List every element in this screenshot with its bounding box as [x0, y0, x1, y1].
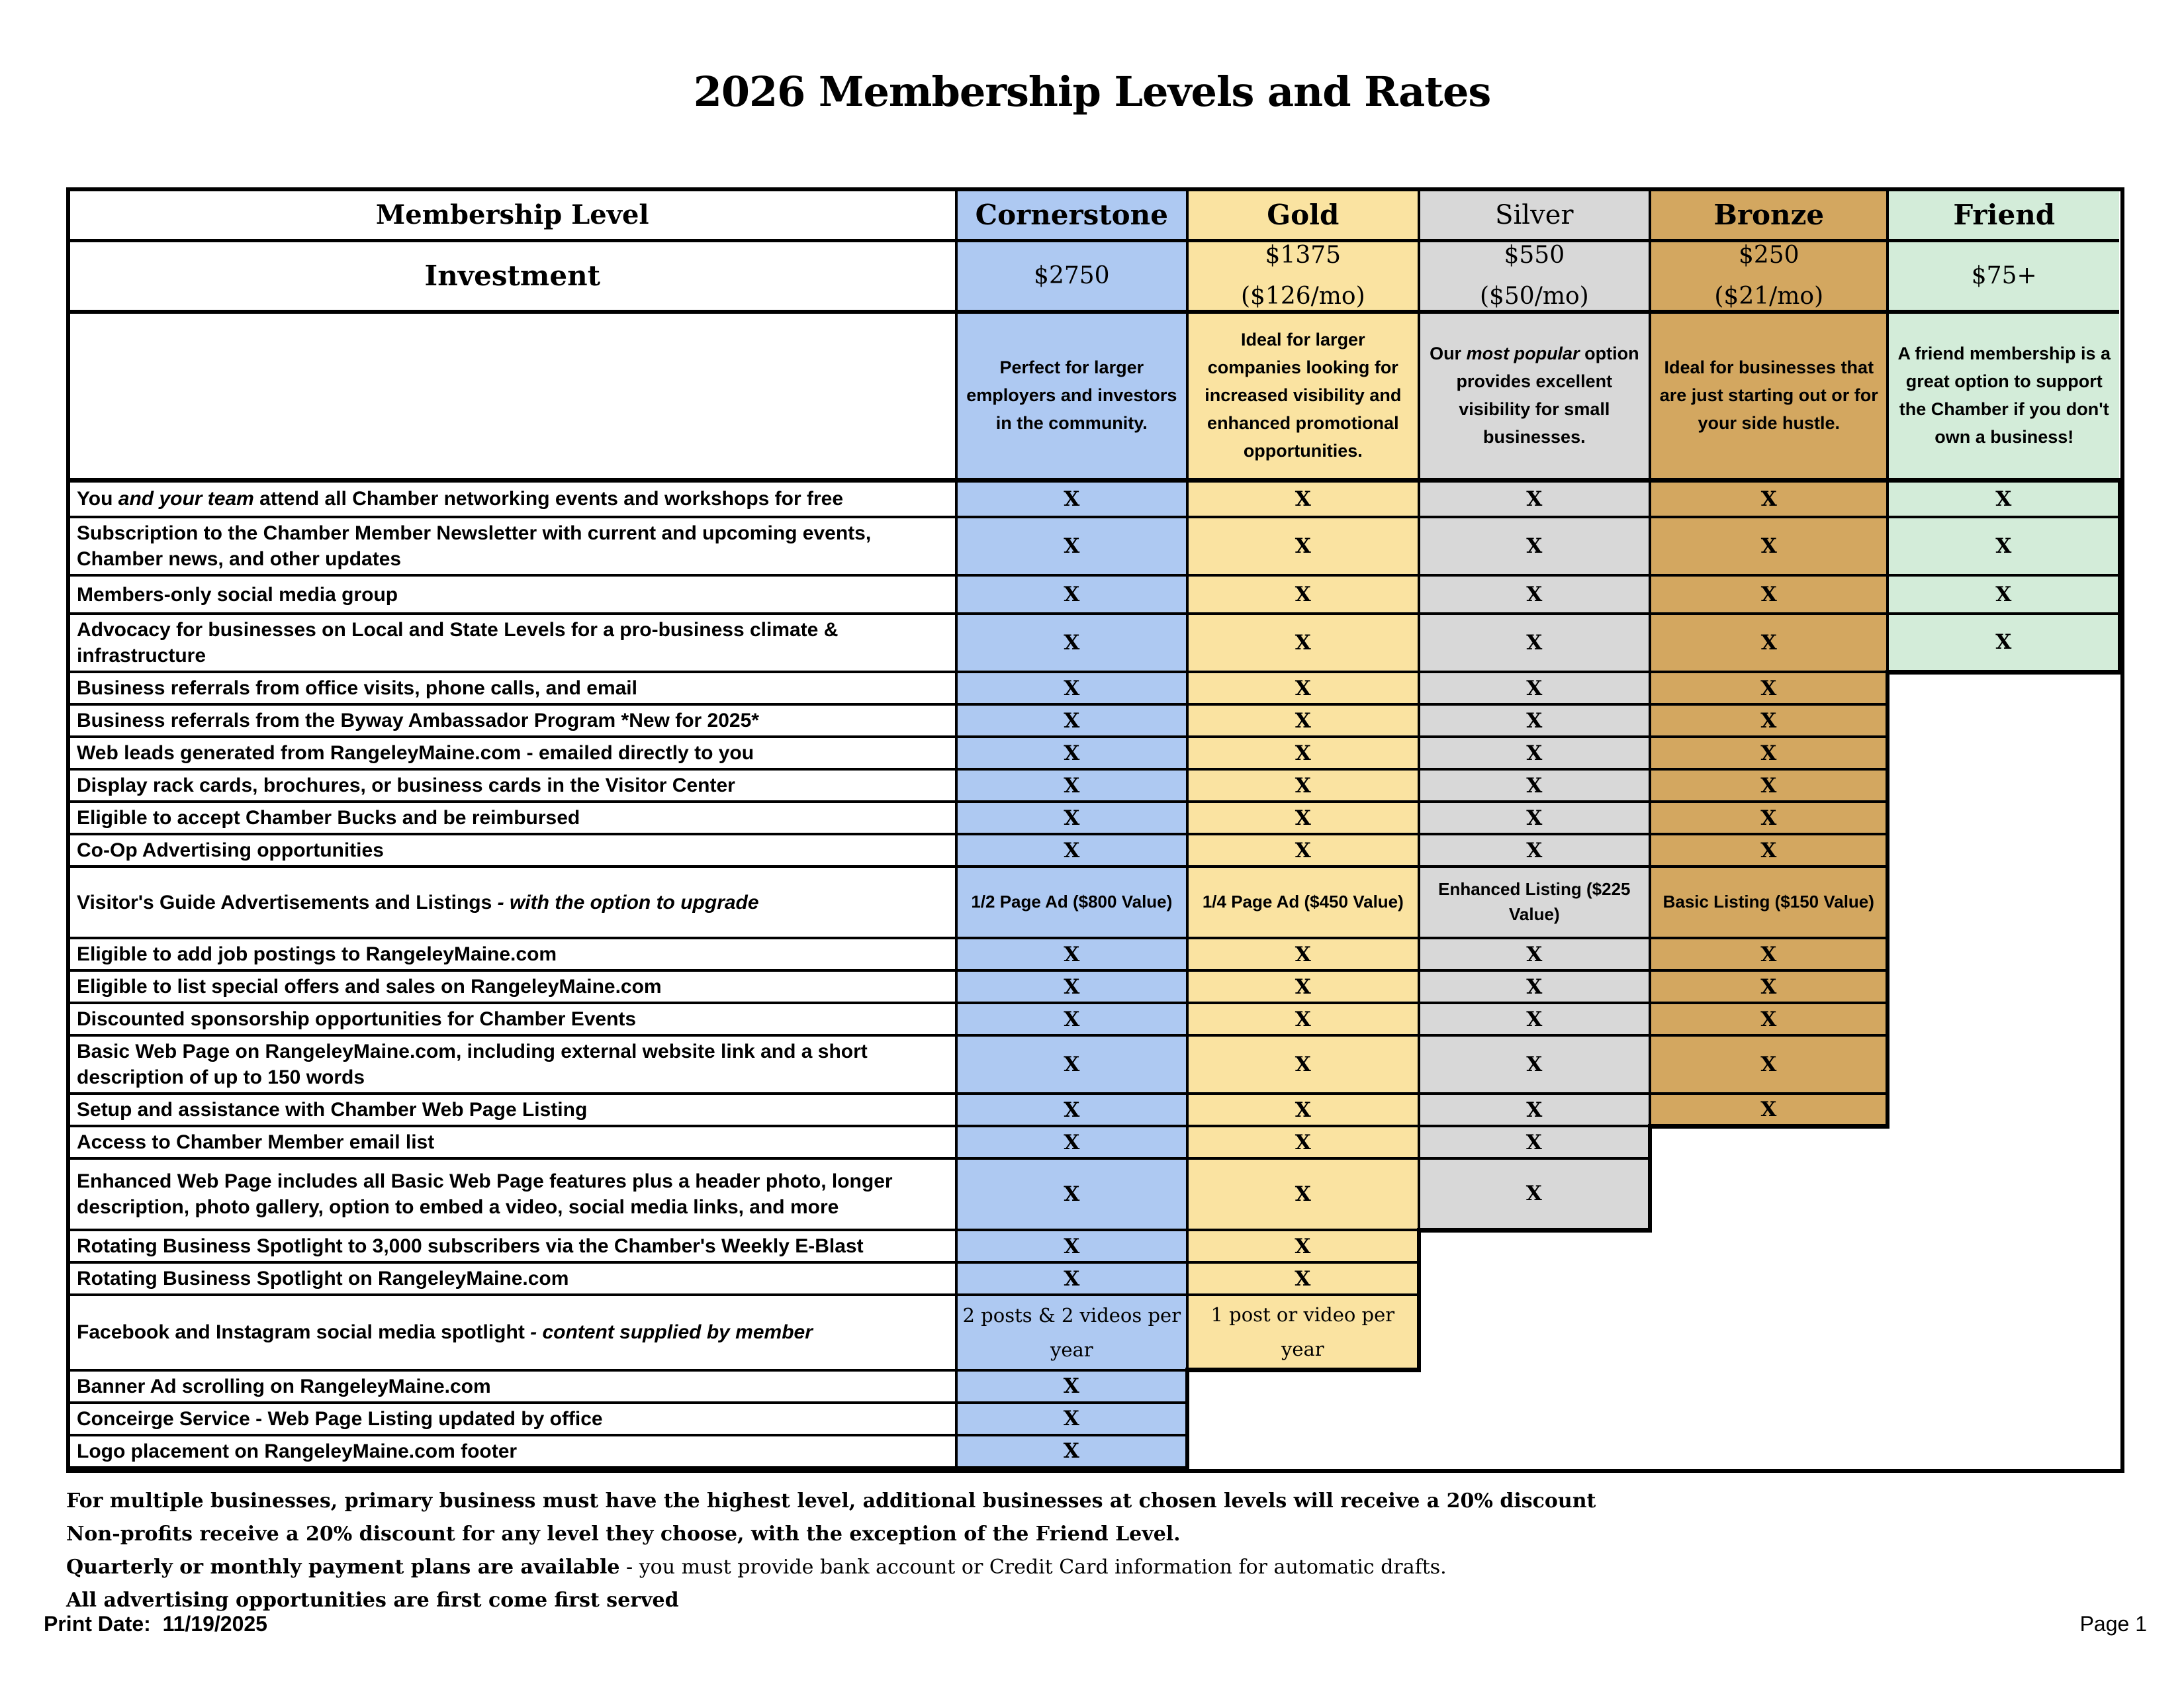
benefit-cell-bronze: X: [1650, 1003, 1888, 1035]
membership-level-header: Membership Level: [70, 191, 956, 240]
level-header-row: [70, 191, 2119, 240]
empty-cell: [1888, 1403, 2119, 1435]
benefit-cell-bronze: X: [1650, 834, 1888, 867]
col-header-bronze: [1650, 191, 1888, 240]
benefit-cell-bronze: X: [1650, 1035, 1888, 1094]
empty-cell: [1650, 1295, 1888, 1370]
benefit-cell-friend: X: [1888, 517, 2119, 575]
text-segment: most popular: [1466, 344, 1580, 364]
empty-cell: [1650, 1435, 1888, 1468]
price: $2750: [1034, 261, 1110, 289]
benefit-cell-gold: X: [1187, 517, 1419, 575]
benefit-cell-gold: X: [1187, 614, 1419, 672]
benefit-label: [70, 737, 956, 769]
benefit-cell-silver: X: [1419, 938, 1651, 970]
empty-cell: [1650, 1230, 1888, 1262]
benefit-cell-gold: X: [1187, 480, 1419, 517]
benefit-cell-gold: X: [1187, 704, 1419, 737]
benefit-cell-gold: X: [1187, 1262, 1419, 1295]
text-segment: Logo placement on RangeleyMaine.com footer: [77, 1440, 518, 1462]
benefit-cell-silver: Enhanced Listing ($225 Value): [1419, 867, 1651, 938]
benefit-cell-bronze: X: [1650, 970, 1888, 1003]
benefit-cell-gold: X: [1187, 737, 1419, 769]
benefit-cell-cornerstone: X: [956, 802, 1188, 834]
benefit-cell-silver: X: [1419, 480, 1651, 517]
empty-cell: [1419, 1435, 1651, 1468]
benefit-cell-bronze: Basic Listing ($150 Value): [1650, 867, 1888, 938]
benefit-cell-gold: 1/4 Page Ad ($450 Value): [1187, 867, 1419, 938]
benefit-cell-bronze: X: [1650, 737, 1888, 769]
benefit-cell-gold: X: [1187, 802, 1419, 834]
empty-cell: [1888, 672, 2119, 704]
col-header-gold: [1187, 191, 1419, 240]
benefit-cell-silver: X: [1419, 1158, 1651, 1230]
benefit-cell-silver: X: [1419, 1003, 1651, 1035]
table-row: [70, 672, 2119, 704]
level-description: [1422, 338, 1648, 453]
text-segment: You: [77, 488, 118, 510]
empty-cell: [1888, 802, 2119, 834]
empty-cell: [1888, 938, 2119, 970]
benefit-label: [70, 1003, 956, 1035]
table-row: [70, 614, 2119, 672]
level-name: Bronze: [1713, 199, 1825, 232]
table-row: [70, 704, 2119, 737]
table-row: [70, 517, 2119, 575]
benefit-cell-silver: X: [1419, 614, 1651, 672]
table-row: [70, 1370, 2119, 1403]
investment-row: [70, 240, 2119, 312]
empty-cell: [1888, 1003, 2119, 1035]
footnote: [66, 1490, 2124, 1512]
benefit-label: [70, 1126, 956, 1158]
price-monthly: ($50/mo): [1479, 282, 1589, 310]
benefit-cell-cornerstone: X: [956, 834, 1188, 867]
table-row: [70, 1126, 2119, 1158]
text-segment: Quarterly or monthly payment plans are available: [66, 1555, 620, 1579]
benefit-cell-cornerstone: X: [956, 769, 1188, 802]
benefit-cell-cornerstone: X: [956, 1094, 1188, 1126]
table-row: [70, 1158, 2119, 1230]
benefit-cell-bronze: X: [1650, 480, 1888, 517]
table-row: [70, 802, 2119, 834]
table-row: [70, 737, 2119, 769]
level-name: Silver: [1495, 199, 1574, 230]
price: $250: [1738, 241, 1799, 269]
benefit-cell-gold: X: [1187, 1230, 1419, 1262]
benefit-label: [70, 1403, 956, 1435]
benefit-cell-friend: X: [1888, 614, 2119, 672]
level-name: Gold: [1267, 199, 1340, 232]
empty-cell: [1187, 1435, 1419, 1468]
text-segment: Business referrals from the Byway Ambassador Program *New for 2025*: [77, 710, 759, 731]
benefit-label: [70, 867, 956, 938]
text-segment: Rotating Business Spotlight to 3,000 subscribers via the Chamber's Weekly E-Blast: [77, 1235, 864, 1257]
empty-cell: [1888, 1370, 2119, 1403]
table-row: [70, 575, 2119, 614]
empty-cell: [1888, 1126, 2119, 1158]
empty-cell: [1888, 1435, 2119, 1468]
benefit-cell-gold: X: [1187, 1126, 1419, 1158]
benefit-cell-cornerstone: X: [956, 1230, 1188, 1262]
price-silver: [1419, 240, 1651, 312]
footnote: [66, 1589, 2124, 1611]
text-segment: Display rack cards, brochures, or business cards in the Visitor Center: [77, 774, 735, 796]
footnote: [66, 1523, 2124, 1545]
benefit-cell-friend: X: [1888, 575, 2119, 614]
text-segment: attend all Chamber networking events and workshops for free: [253, 488, 844, 510]
col-header-friend: [1888, 191, 2119, 240]
empty-cell: [1419, 1403, 1651, 1435]
benefit-cell-gold: X: [1187, 1094, 1419, 1126]
text-segment: Facebook and Instagram social media spotlight: [77, 1321, 531, 1344]
benefit-cell-gold: 1 post or video per year: [1187, 1295, 1419, 1370]
empty-cell: [1888, 704, 2119, 737]
footnote: [66, 1556, 2124, 1578]
benefit-cell-cornerstone: X: [956, 1262, 1188, 1295]
text-segment: Non-profits receive a 20% discount for any level they choose, with the exception of the Friend Level.: [66, 1522, 1181, 1546]
benefit-cell-gold: X: [1187, 1003, 1419, 1035]
benefit-cell-bronze: X: [1650, 802, 1888, 834]
description-bronze: [1650, 312, 1888, 480]
empty-cell: [1888, 1035, 2119, 1094]
benefit-cell-gold: X: [1187, 1035, 1419, 1094]
empty-cell: [1650, 1262, 1888, 1295]
empty-cell: [1419, 1370, 1651, 1403]
benefit-cell-bronze: X: [1650, 1094, 1888, 1126]
description-row: [70, 312, 2119, 480]
table-row: [70, 1003, 2119, 1035]
empty-cell: [1187, 1370, 1419, 1403]
text-segment: All advertising opportunities are first come first served: [66, 1588, 679, 1612]
benefit-cell-cornerstone: X: [956, 1158, 1188, 1230]
level-description: [1653, 352, 1885, 440]
benefit-cell-gold: X: [1187, 938, 1419, 970]
level-description: [1190, 324, 1416, 467]
level-description: [959, 352, 1185, 440]
benefit-cell-cornerstone: X: [956, 938, 1188, 970]
description-spacer: [70, 312, 956, 480]
benefit-cell-cornerstone: X: [956, 1403, 1188, 1435]
benefit-label: [70, 1158, 956, 1230]
table-row: [70, 938, 2119, 970]
empty-cell: [1888, 1094, 2119, 1126]
price: $75+: [1971, 261, 2037, 289]
text-segment: Eligible to list special offers and sales on RangeleyMaine.com: [77, 976, 662, 998]
empty-cell: [1888, 1158, 2119, 1230]
text-segment: Web leads generated from RangeleyMaine.com - emailed directly to you: [77, 742, 754, 764]
empty-cell: [1650, 1403, 1888, 1435]
description-silver: [1419, 312, 1651, 480]
benefit-label: [70, 614, 956, 672]
benefit-label: [70, 672, 956, 704]
benefit-cell-silver: X: [1419, 970, 1651, 1003]
table-row: [70, 1094, 2119, 1126]
text-segment: Banner Ad scrolling on RangeleyMaine.com: [77, 1375, 491, 1397]
benefit-label: [70, 834, 956, 867]
benefit-cell-silver: X: [1419, 769, 1651, 802]
page-number: Page 1: [2079, 1612, 2147, 1636]
description-cornerstone: [956, 312, 1188, 480]
benefit-cell-cornerstone: X: [956, 672, 1188, 704]
benefit-cell-silver: X: [1419, 1035, 1651, 1094]
benefit-cell-cornerstone: X: [956, 1370, 1188, 1403]
text-segment: Visitor's Guide Advertisements and Listings: [77, 891, 498, 914]
benefit-label: [70, 802, 956, 834]
price-monthly: ($21/mo): [1714, 282, 1824, 310]
benefit-label: [70, 938, 956, 970]
text-segment: Members-only social media group: [77, 583, 398, 606]
col-header-silver: [1419, 191, 1651, 240]
benefit-cell-silver: X: [1419, 834, 1651, 867]
table-row: [70, 480, 2119, 517]
benefit-cell-silver: X: [1419, 1126, 1651, 1158]
print-date-label: Print Date:: [44, 1612, 151, 1636]
table-row: [70, 834, 2119, 867]
level-description: [1890, 338, 2118, 453]
empty-cell: [1888, 1295, 2119, 1370]
benefit-cell-cornerstone: X: [956, 970, 1188, 1003]
description-friend: [1888, 312, 2119, 480]
text-segment: Setup and assistance with Chamber Web Page Listing: [77, 1099, 588, 1121]
text-segment: - with the option to upgrade: [497, 891, 759, 914]
benefit-label: [70, 1295, 956, 1370]
table-row: [70, 1435, 2119, 1468]
table-row: [70, 1403, 2119, 1435]
benefit-cell-silver: X: [1419, 575, 1651, 614]
table-row: [70, 1230, 2119, 1262]
benefit-cell-cornerstone: X: [956, 737, 1188, 769]
investment-label: Investment: [70, 240, 956, 312]
benefit-cell-cornerstone: X: [956, 517, 1188, 575]
benefit-label: [70, 970, 956, 1003]
price-bronze: [1650, 240, 1888, 312]
benefit-cell-silver: X: [1419, 704, 1651, 737]
empty-cell: [1650, 1126, 1888, 1158]
empty-cell: [1419, 1295, 1651, 1370]
price: $1375: [1265, 241, 1342, 269]
empty-cell: [1187, 1403, 1419, 1435]
text-segment: Perfect for larger employers and investors in the community.: [966, 357, 1177, 433]
text-segment: and your team: [118, 488, 254, 510]
benefit-cell-gold: X: [1187, 672, 1419, 704]
text-segment: Ideal for businesses that are just starting out or for your side hustle.: [1659, 357, 1878, 433]
price: $550: [1504, 241, 1565, 269]
table-row: [70, 1262, 2119, 1295]
footnotes: [66, 1490, 2124, 1611]
empty-cell: [1888, 737, 2119, 769]
benefit-cell-silver: X: [1419, 672, 1651, 704]
benefit-cell-cornerstone: X: [956, 704, 1188, 737]
benefit-cell-silver: X: [1419, 737, 1651, 769]
empty-cell: [1888, 1262, 2119, 1295]
benefit-cell-cornerstone: X: [956, 480, 1188, 517]
text-segment: Subscription to the Chamber Member Newsletter with current and upcoming events, Chamber news, and other updates: [77, 522, 872, 570]
benefit-cell-cornerstone: X: [956, 1435, 1188, 1468]
text-segment: Business referrals from office visits, phone calls, and email: [77, 677, 637, 699]
table-row: [70, 769, 2119, 802]
text-segment: - content supplied by member: [530, 1321, 813, 1344]
benefit-cell-gold: X: [1187, 970, 1419, 1003]
benefit-cell-cornerstone: X: [956, 1126, 1188, 1158]
benefit-cell-bronze: X: [1650, 769, 1888, 802]
text-segment: Co-Op Advertising opportunities: [77, 839, 384, 861]
text-segment: Discounted sponsorship opportunities for Chamber Events: [77, 1008, 637, 1030]
benefit-cell-gold: X: [1187, 575, 1419, 614]
text-segment: A friend membership is a great option to support the Chamber if you don't own a business!: [1897, 344, 2111, 447]
benefit-label: [70, 769, 956, 802]
benefit-label: [70, 1370, 956, 1403]
text-segment: For multiple businesses, primary business must have the highest level, additional businesses at chosen levels will receive a 20% discount: [66, 1489, 1596, 1513]
price-cornerstone: [956, 240, 1188, 312]
benefit-cell-cornerstone: 1/2 Page Ad ($800 Value): [956, 867, 1188, 938]
benefit-cell-bronze: X: [1650, 704, 1888, 737]
text-segment: Rotating Business Spotlight on RangeleyMaine.com: [77, 1268, 569, 1289]
benefit-label: [70, 1094, 956, 1126]
text-segment: Ideal for larger companies looking for increased visibility and enhanced promotional opportunities.: [1205, 330, 1402, 461]
benefit-cell-cornerstone: X: [956, 1003, 1188, 1035]
price-monthly: ($126/mo): [1240, 282, 1365, 310]
benefit-cell-bronze: X: [1650, 517, 1888, 575]
empty-cell: [1650, 1158, 1888, 1230]
benefit-cell-silver: X: [1419, 802, 1651, 834]
empty-cell: [1419, 1262, 1651, 1295]
benefit-label: [70, 704, 956, 737]
benefit-cell-cornerstone: 2 posts & 2 videos per year: [956, 1295, 1188, 1370]
text-segment: Our: [1430, 344, 1467, 364]
benefit-cell-bronze: X: [1650, 575, 1888, 614]
membership-levels-table: [70, 191, 2120, 1469]
benefit-label: [70, 1230, 956, 1262]
benefit-label: [70, 517, 956, 575]
print-date: [44, 1612, 267, 1636]
print-date-value: 11/19/2025: [162, 1612, 267, 1636]
price-gold: [1187, 240, 1419, 312]
level-name: Cornerstone: [975, 199, 1168, 232]
text-segment: - you must provide bank account or Credit Card information for automatic drafts.: [619, 1555, 1447, 1579]
benefit-label: [70, 480, 956, 517]
text-segment: Access to Chamber Member email list: [77, 1131, 435, 1153]
benefit-cell-gold: X: [1187, 769, 1419, 802]
empty-cell: [1888, 1230, 2119, 1262]
benefit-cell-friend: X: [1888, 480, 2119, 517]
col-header-cornerstone: [956, 191, 1188, 240]
text-segment: Conceirge Service - Web Page Listing updated by office: [77, 1407, 603, 1430]
benefit-cell-bronze: X: [1650, 672, 1888, 704]
benefit-cell-cornerstone: X: [956, 575, 1188, 614]
benefit-label: [70, 1035, 956, 1094]
benefit-label: [70, 1262, 956, 1295]
level-name: Friend: [1953, 199, 2056, 232]
text-segment: Basic Web Page on RangeleyMaine.com, including external website link and a short description of up to 150 words: [77, 1041, 868, 1088]
benefit-label: [70, 575, 956, 614]
text-segment: option provides excellent visibility for small businesses.: [1456, 344, 1639, 447]
text-segment: Eligible to accept Chamber Bucks and be reimbursed: [77, 807, 580, 829]
benefit-cell-gold: X: [1187, 1158, 1419, 1230]
text-segment: Eligible to add job postings to RangeleyMaine.com: [77, 943, 557, 965]
empty-cell: [1419, 1230, 1651, 1262]
empty-cell: [1888, 970, 2119, 1003]
empty-cell: [1888, 867, 2119, 938]
benefit-label: [70, 1435, 956, 1468]
benefit-cell-silver: X: [1419, 517, 1651, 575]
table-row: [70, 867, 2119, 938]
empty-cell: [1650, 1370, 1888, 1403]
benefit-cell-gold: X: [1187, 834, 1419, 867]
description-gold: [1187, 312, 1419, 480]
benefit-cell-bronze: X: [1650, 614, 1888, 672]
page-footer: [44, 1612, 2147, 1636]
text-segment: Enhanced Web Page includes all Basic Web Page features plus a header photo, longer description, photo gallery, option to embed a video, social media links, and more: [77, 1170, 893, 1218]
price-friend: [1888, 240, 2119, 312]
table-row: [70, 970, 2119, 1003]
table-row: [70, 1295, 2119, 1370]
text-segment: Advocacy for businesses on Local and State Levels for a pro-business climate & infrastructure: [77, 619, 839, 667]
page-title: 2026 Membership Levels and Rates: [693, 68, 1491, 116]
table-row: [70, 1035, 2119, 1094]
benefit-cell-bronze: X: [1650, 938, 1888, 970]
membership-table: [66, 187, 2124, 1473]
benefit-cell-cornerstone: X: [956, 614, 1188, 672]
benefit-cell-silver: X: [1419, 1094, 1651, 1126]
empty-cell: [1888, 834, 2119, 867]
benefit-cell-cornerstone: X: [956, 1035, 1188, 1094]
empty-cell: [1888, 769, 2119, 802]
